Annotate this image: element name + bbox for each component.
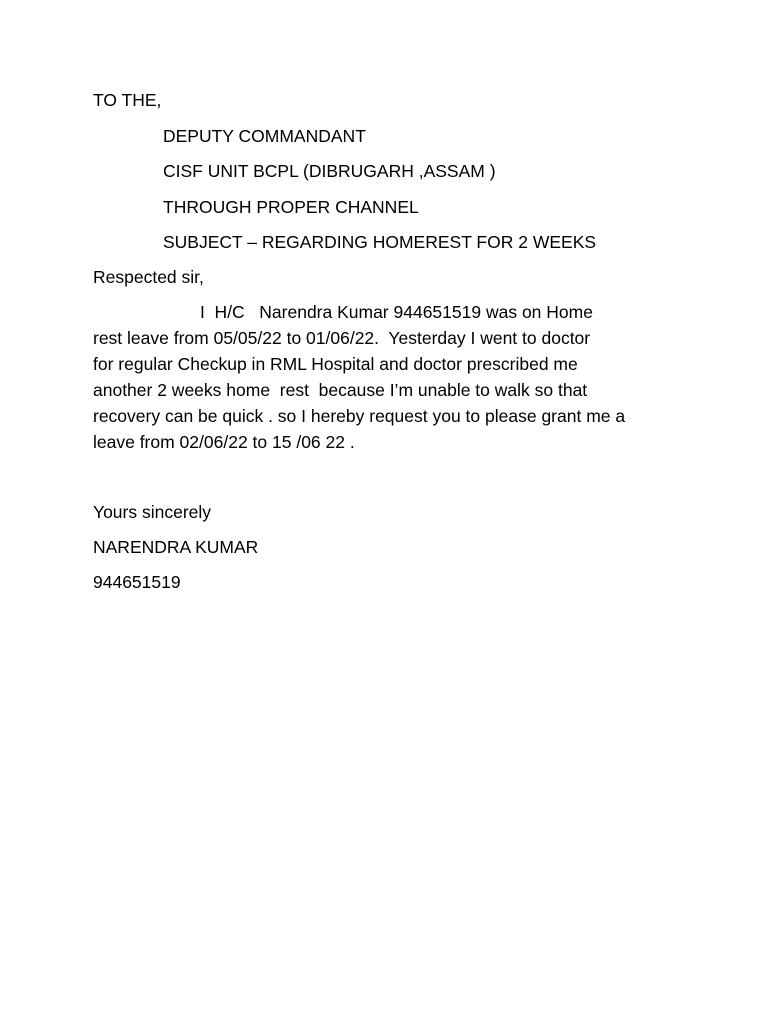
subject-line: SUBJECT – REGARDING HOMEREST FOR 2 WEEKS — [163, 232, 597, 252]
body-line: another 2 weeks home rest because I’m unable to walk so that — [93, 380, 588, 400]
recipient-unit: CISF UNIT BCPL (DIBRUGARH ,ASSAM ) — [163, 161, 496, 181]
closing: Yours sincerely — [93, 502, 212, 522]
signature-name: NARENDRA KUMAR — [93, 537, 259, 557]
body-line: leave from 02/06/22 to 15 /06 22 . — [93, 432, 355, 452]
routing-line: THROUGH PROPER CHANNEL — [163, 197, 419, 217]
letter-body — [93, 299, 683, 455]
recipient-designation: DEPUTY COMMANDANT — [163, 126, 366, 146]
body-line: I H/C Narendra Kumar 944651519 was on Home — [93, 302, 593, 322]
body-line: rest leave from 05/05/22 to 01/06/22. Yesterday I went to doctor — [93, 328, 591, 348]
body-line: for regular Checkup in RML Hospital and doctor prescribed me — [93, 354, 578, 374]
body-line: recovery can be quick . so I hereby request you to please grant me a — [93, 406, 626, 426]
signature-number: 944651519 — [93, 572, 181, 592]
to-line: TO THE, — [93, 90, 162, 110]
greeting: Respected sir, — [93, 267, 204, 287]
